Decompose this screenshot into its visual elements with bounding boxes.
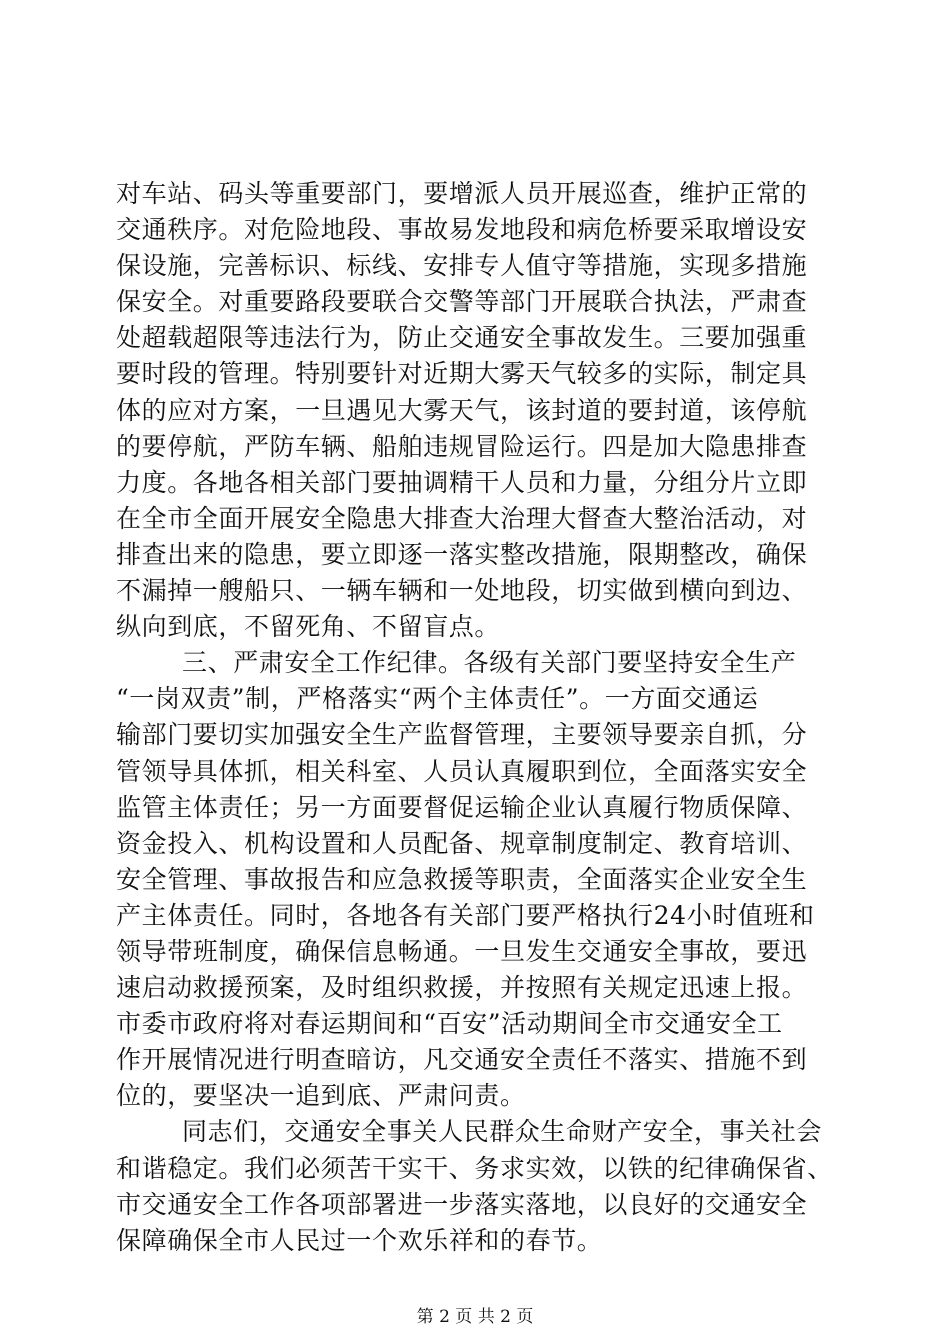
text-line: 保设施，完善标识、标线、安排专人值守等措施，实现多措施 <box>116 251 808 281</box>
text-line: 速启动救援预案，及时组织救援，并按照有关规定迅速上报。 <box>116 973 808 1003</box>
text-line: 领导带班制度，确保信息畅通。一旦发生交通安全事故，要迅 <box>116 936 808 966</box>
text-line: 位的，要坚决一追到底、严肃问责。 <box>116 1081 526 1111</box>
text-line: 安全管理、事故报告和应急救援等职责，全面落实企业安全生 <box>116 864 808 894</box>
page-number-footer: 第 2 页 共 2 页 <box>416 1307 534 1327</box>
text-line: 不漏掉一艘船只、一辆车辆和一处地段，切实做到横向到边、 <box>116 576 808 606</box>
text-line: 要时段的管理。特别要针对近期大雾天气较多的实际，制定具 <box>116 359 808 389</box>
text-line: 作开展情况进行明查暗访，凡交通安全责任不落实、措施不到 <box>116 1045 808 1075</box>
text-line: 交通秩序。对危险地段、事故易发地段和病危桥要采取增设安 <box>116 215 808 245</box>
text-line: “一岗双责”制，严格落实“两个主体责任”。一方面交通运 <box>116 684 759 714</box>
text-line: 纵向到底，不留死角、不留盲点。 <box>116 612 501 642</box>
text-line: 市交通安全工作各项部署进一步落实落地，以良好的交通安全 <box>116 1189 808 1219</box>
text-line: 对车站、码头等重要部门，要增派人员开展巡查，维护正常的 <box>116 179 808 208</box>
paragraph-start-line: 同志们，交通安全事关人民群众生命财产安全，事关社会 <box>182 1117 823 1147</box>
text-line: 市委市政府将对春运期间和“百安”活动期间全市交通安全工 <box>116 1009 783 1039</box>
text-line: 的要停航，严防车辆、船舶违规冒险运行。四是加大隐患排查 <box>116 431 808 461</box>
text-line: 和谐稳定。我们必须苦干实干、务求实效，以铁的纪律确保省、 <box>116 1153 833 1183</box>
text-line: 监管主体责任；另一方面要督促运输企业认真履行物质保障、 <box>116 792 808 822</box>
text-line: 在全市全面开展安全隐患大排查大治理大督查大整治活动，对 <box>116 503 808 533</box>
paragraph-start-line: 三、严肃安全工作纪律。各级有关部门要坚持安全生产 <box>182 648 797 678</box>
text-line: 体的应对方案，一旦遇见大雾天气，该封道的要封道，该停航 <box>116 395 808 425</box>
body-text <box>116 176 856 1259</box>
text-line: 管领导具体抓，相关科室、人员认真履职到位，全面落实安全 <box>116 756 808 786</box>
text-line: 保安全。对重要路段要联合交警等部门开展联合执法，严肃查 <box>116 287 808 317</box>
text-line: 输部门要切实加强安全生产监督管理，主要领导要亲自抓，分 <box>116 720 808 750</box>
text-line: 保障确保全市人民过一个欢乐祥和的春节。 <box>116 1225 603 1255</box>
text-line: 产主体责任。同时，各地各有关部门要严格执行24小时值班和 <box>116 900 815 930</box>
text-line: 处超载超限等违法行为，防止交通安全事故发生。三要加强重 <box>116 323 808 353</box>
text-line: 排查出来的隐患，要立即逐一落实整改措施，限期整改，确保 <box>116 539 808 569</box>
text-line: 资金投入、机构设置和人员配备、规章制度制定、教育培训、 <box>116 828 808 858</box>
text-line: 力度。各地各相关部门要抽调精干人员和力量，分组分片立即 <box>116 467 808 497</box>
